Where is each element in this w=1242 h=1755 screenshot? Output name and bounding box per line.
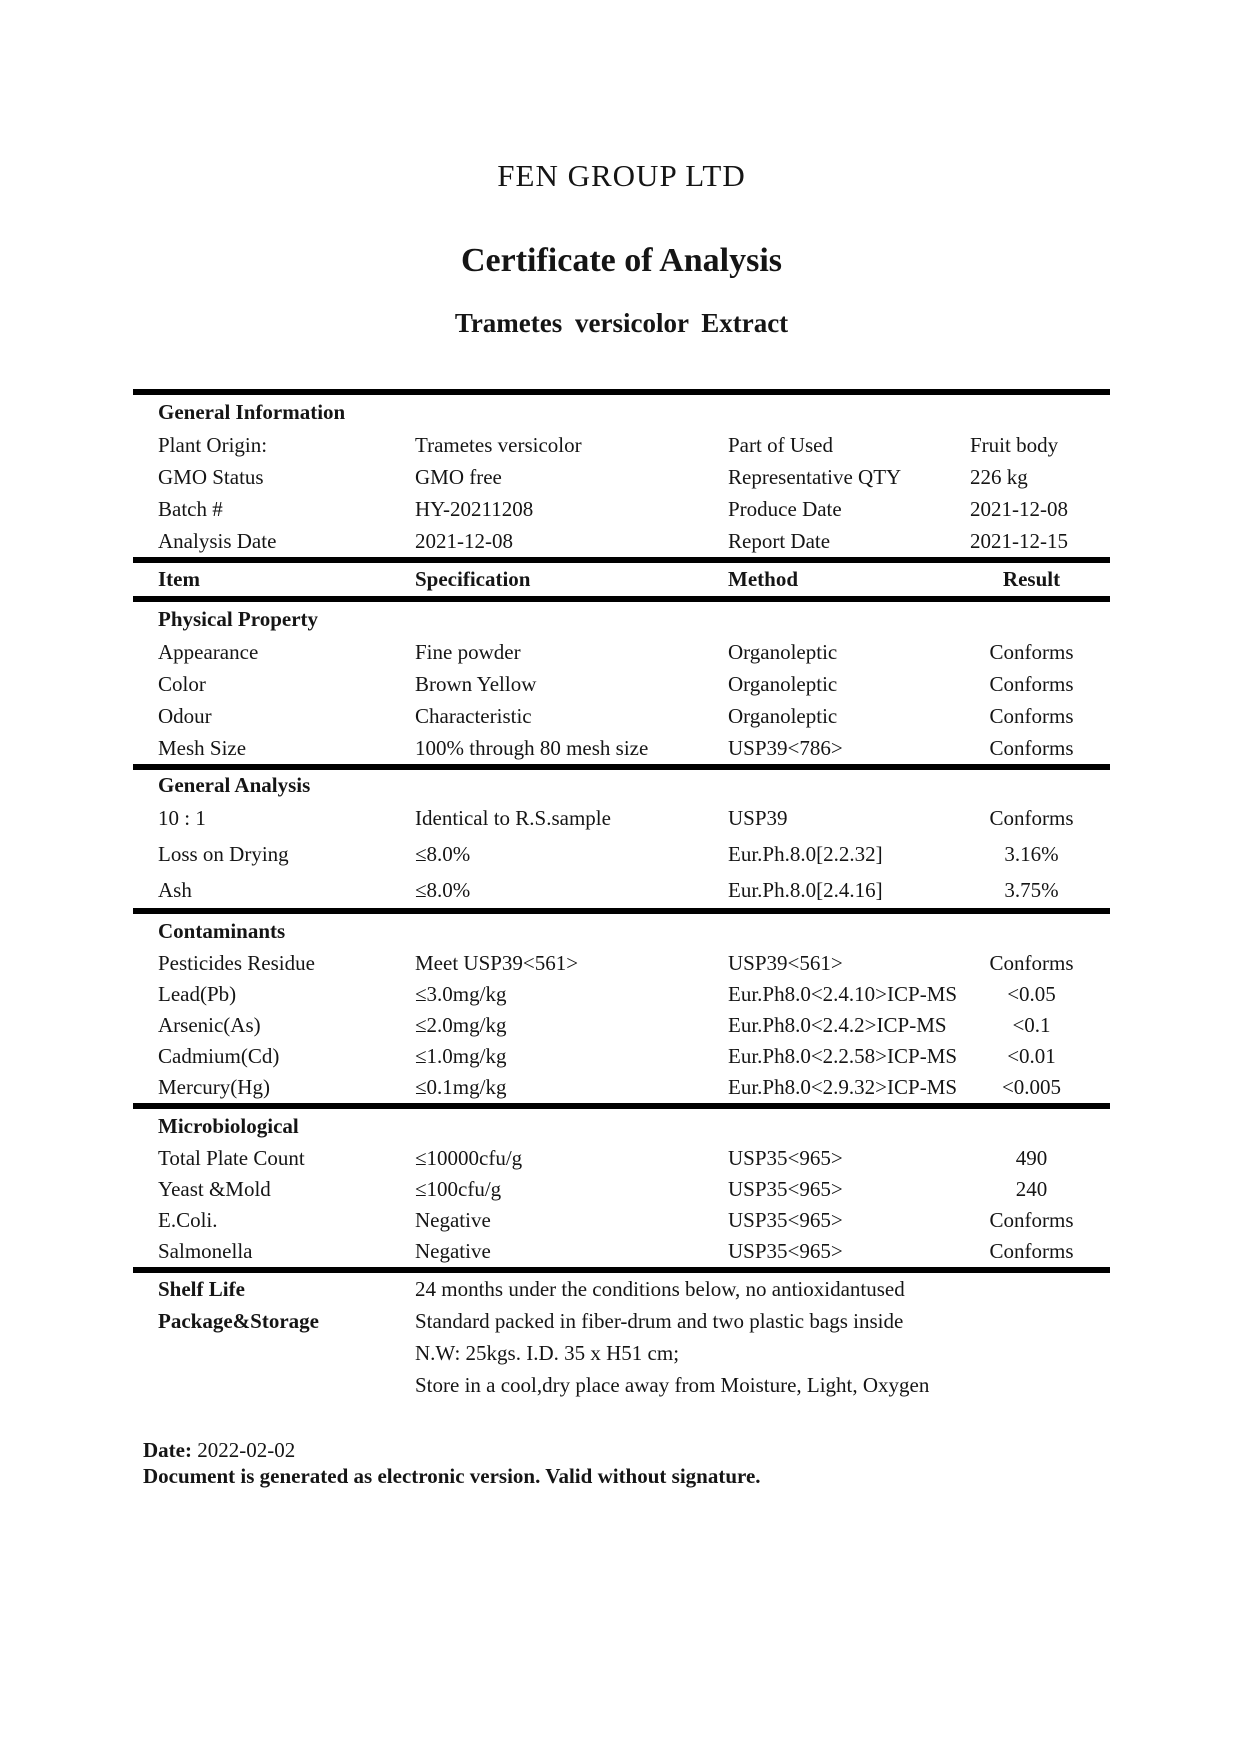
cell-spec: Meet USP39<561> xyxy=(415,951,579,975)
cell-method: Eur.Ph8.0<2.4.2>ICP-MS xyxy=(728,1013,947,1037)
cell-item: E.Coli. xyxy=(158,1208,218,1232)
storage-label xyxy=(158,1369,415,1401)
cell-method: Organoleptic xyxy=(728,704,838,728)
info-label: Report Date xyxy=(728,529,831,553)
table-row xyxy=(133,1236,1110,1267)
section-heading-contaminants: Contaminants xyxy=(158,919,286,943)
cell-item: Odour xyxy=(158,704,212,728)
table-row xyxy=(133,948,1110,979)
cell-spec: ≤1.0mg/kg xyxy=(415,1044,507,1068)
cell-spec: ≤8.0% xyxy=(415,878,471,902)
cell-item: Arsenic(As) xyxy=(158,1013,261,1037)
cell-item: Color xyxy=(158,672,206,696)
general-info-heading: General Information xyxy=(158,400,346,424)
info-value: GMO free xyxy=(415,465,502,489)
cell-spec: Identical to R.S.sample xyxy=(415,806,611,830)
column-header-result: Result xyxy=(1002,567,1061,591)
section-heading-microbiological: Microbiological xyxy=(158,1114,299,1138)
info-value: 2021-12-08 xyxy=(970,497,1068,521)
info-label: Plant Origin: xyxy=(158,433,268,457)
cell-spec: Characteristic xyxy=(415,704,532,728)
footer-date-value: 2022-02-02 xyxy=(197,1438,296,1462)
cell-result: 490 xyxy=(1015,1146,1048,1170)
info-row xyxy=(133,493,1110,525)
table-row xyxy=(133,732,1110,764)
cell-method: Organoleptic xyxy=(728,640,838,664)
cell-item: Loss on Drying xyxy=(158,842,289,866)
cell-spec: ≤2.0mg/kg xyxy=(415,1013,507,1037)
info-label: Part of Used xyxy=(728,433,833,457)
column-header-specification: Specification xyxy=(415,567,531,591)
footer-note: Document is generated as electronic version. Valid without signature. xyxy=(143,1464,761,1488)
storage-value: N.W: 25kgs. I.D. 35 x H51 cm; xyxy=(415,1341,680,1365)
info-value: Trametes versicolor xyxy=(415,433,582,457)
cell-method: USP39<561> xyxy=(728,951,843,975)
table-row xyxy=(133,1041,1110,1072)
cell-result: <0.01 xyxy=(1007,1044,1056,1068)
cell-spec: Negative xyxy=(415,1239,491,1263)
cell-item: Total Plate Count xyxy=(158,1146,305,1170)
footer-date-line xyxy=(143,1437,1110,1463)
shelf-life-row xyxy=(133,1273,1110,1305)
cell-item: Appearance xyxy=(158,640,259,664)
storage-conditions-row xyxy=(133,1369,1110,1401)
cell-result: Conforms xyxy=(989,951,1074,975)
info-value: Fruit body xyxy=(970,433,1059,457)
info-value: 226 kg xyxy=(970,465,1028,489)
company-name: FEN GROUP LTD xyxy=(497,158,746,193)
cell-method: Eur.Ph.8.0[2.2.32] xyxy=(728,842,883,866)
table-row xyxy=(133,668,1110,700)
table-row xyxy=(133,1072,1110,1103)
table-row xyxy=(133,836,1110,872)
cell-result: 3.16% xyxy=(1004,842,1059,866)
cell-method: USP35<965> xyxy=(728,1177,843,1201)
table-row xyxy=(133,872,1110,908)
cell-method: Eur.Ph8.0<2.4.10>ICP-MS xyxy=(728,982,958,1006)
footer-date-label: Date: xyxy=(143,1438,192,1462)
storage-value: 24 months under the conditions below, no antioxidantused xyxy=(415,1277,905,1301)
cell-method: USP39<786> xyxy=(728,736,843,760)
cell-item: 10 : 1 xyxy=(158,806,206,830)
storage-label: Shelf Life xyxy=(158,1277,245,1301)
cell-method: Organoleptic xyxy=(728,672,838,696)
info-label: Representative QTY xyxy=(728,465,902,489)
cell-method: USP35<965> xyxy=(728,1239,843,1263)
cell-method: USP35<965> xyxy=(728,1146,843,1170)
cell-result: Conforms xyxy=(989,1208,1074,1232)
table-row xyxy=(133,800,1110,836)
cell-result: Conforms xyxy=(989,1239,1074,1263)
cell-method: Eur.Ph.8.0[2.4.16] xyxy=(728,878,883,902)
cell-method: USP35<965> xyxy=(728,1208,843,1232)
storage-value: Store in a cool,dry place away from Moisture, Light, Oxygen xyxy=(415,1373,930,1397)
info-label: Batch # xyxy=(158,497,223,521)
info-label: GMO Status xyxy=(158,465,264,489)
cell-result: <0.1 xyxy=(1012,1013,1051,1037)
cell-method: USP39 xyxy=(728,806,788,830)
cell-result: Conforms xyxy=(989,806,1074,830)
certificate-title: Certificate of Analysis xyxy=(460,242,783,279)
cell-spec: ≤3.0mg/kg xyxy=(415,982,507,1006)
storage-value: Standard packed in fiber-drum and two plastic bags inside xyxy=(415,1309,904,1333)
cell-result: Conforms xyxy=(989,640,1074,664)
package-storage-row xyxy=(133,1305,1110,1337)
cell-spec: 100% through 80 mesh size xyxy=(415,736,649,760)
document-footer xyxy=(133,1437,1110,1489)
cell-method: Eur.Ph8.0<2.9.32>ICP-MS xyxy=(728,1075,958,1099)
cell-result: Conforms xyxy=(989,736,1074,760)
cell-item: Ash xyxy=(158,878,192,902)
table-row xyxy=(133,636,1110,668)
info-row xyxy=(133,429,1110,461)
info-value: HY-20211208 xyxy=(415,497,534,521)
info-label: Analysis Date xyxy=(158,529,277,553)
cell-item: Yeast &Mold xyxy=(158,1177,271,1201)
storage-label xyxy=(158,1337,415,1369)
column-header-method: Method xyxy=(728,567,798,591)
cell-result: Conforms xyxy=(989,672,1074,696)
cell-result: Conforms xyxy=(989,704,1074,728)
table-row xyxy=(133,1205,1110,1236)
column-header-item: Item xyxy=(158,567,200,591)
document-content xyxy=(133,0,1110,1489)
product-name: Trametes versicolor Extract xyxy=(454,308,789,338)
storage-label: Package&Storage xyxy=(158,1309,319,1333)
cell-spec: ≤8.0% xyxy=(415,842,471,866)
cell-result: <0.05 xyxy=(1007,982,1056,1006)
cell-item: Lead(Pb) xyxy=(158,982,237,1006)
info-value: 2021-12-08 xyxy=(415,529,513,553)
section-heading-general-analysis: General Analysis xyxy=(158,773,311,797)
info-row xyxy=(133,525,1110,557)
cell-result: 3.75% xyxy=(1004,878,1059,902)
cell-spec: ≤100cfu/g xyxy=(415,1177,502,1201)
cell-spec: Negative xyxy=(415,1208,491,1232)
table-row xyxy=(133,1174,1110,1205)
cell-result: <0.005 xyxy=(1001,1075,1062,1099)
table-row xyxy=(133,1143,1110,1174)
cell-result: 240 xyxy=(1015,1177,1048,1201)
table-row xyxy=(133,700,1110,732)
net-weight-row xyxy=(133,1337,1110,1369)
section-heading-physical-property: Physical Property xyxy=(158,607,319,631)
cell-spec: ≤0.1mg/kg xyxy=(415,1075,507,1099)
cell-spec: Fine powder xyxy=(415,640,521,664)
cell-item: Cadmium(Cd) xyxy=(158,1044,280,1068)
info-row xyxy=(133,461,1110,493)
info-value: 2021-12-15 xyxy=(970,529,1068,553)
cell-spec: ≤10000cfu/g xyxy=(415,1146,523,1170)
cell-method: Eur.Ph8.0<2.2.58>ICP-MS xyxy=(728,1044,958,1068)
table-header-row xyxy=(133,563,1110,596)
table-row xyxy=(133,979,1110,1010)
cell-item: Mesh Size xyxy=(158,736,247,760)
cell-spec: Brown Yellow xyxy=(415,672,537,696)
cell-item: Mercury(Hg) xyxy=(158,1075,270,1099)
table-row xyxy=(133,1010,1110,1041)
info-label: Produce Date xyxy=(728,497,842,521)
cell-item: Salmonella xyxy=(158,1239,253,1263)
cell-item: Pesticides Residue xyxy=(158,951,315,975)
